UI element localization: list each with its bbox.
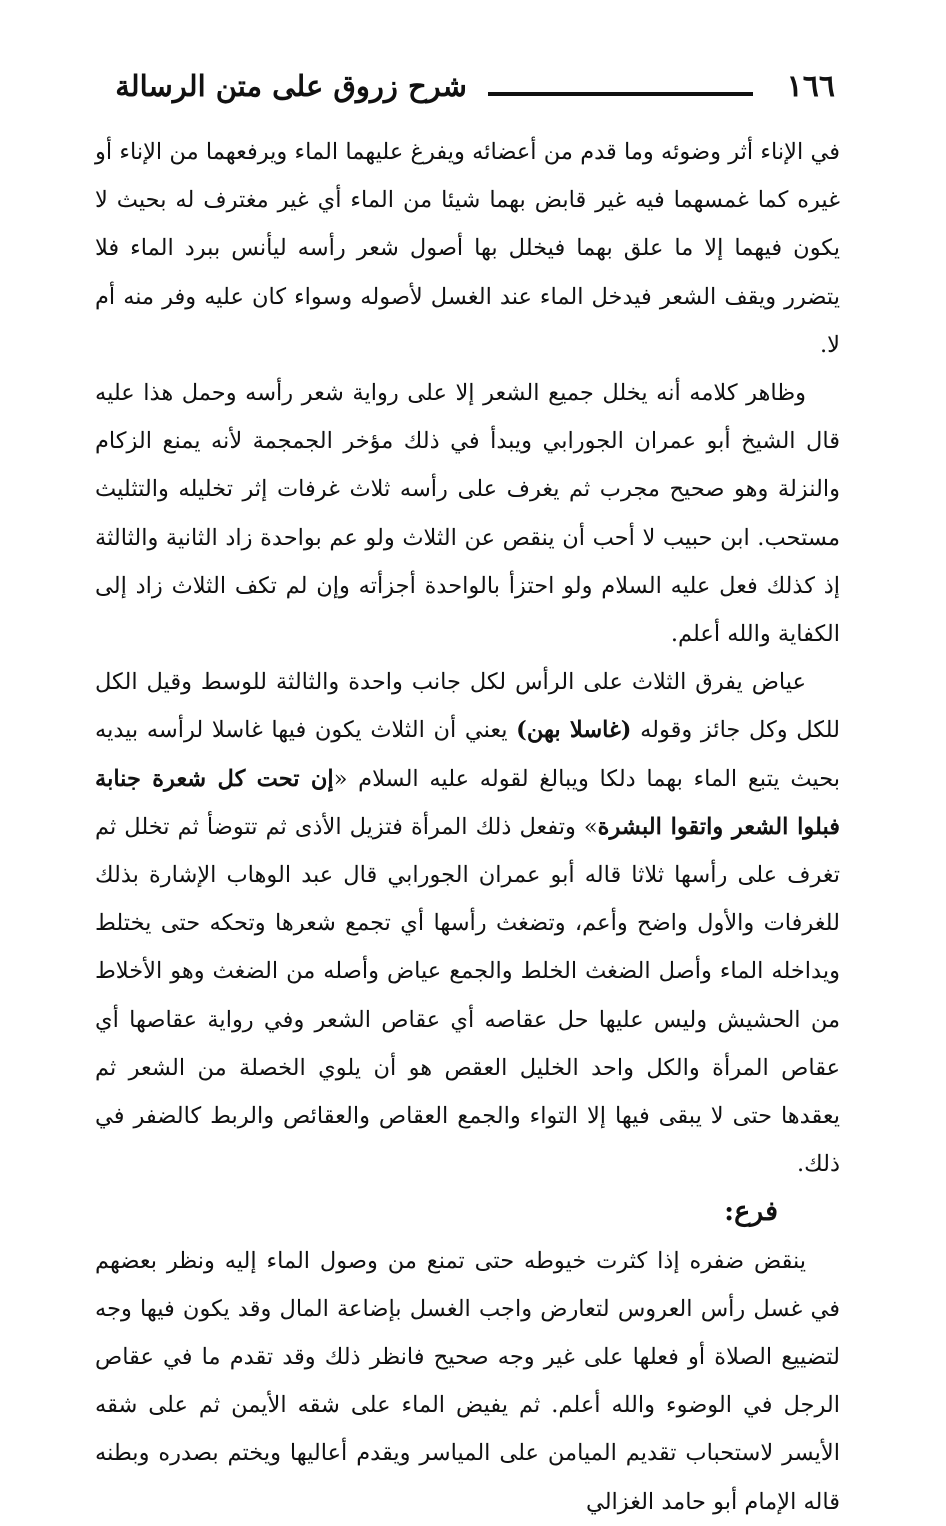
paragraph-3-text-c: » وتفعل ذلك المرأة فتزيل الأذى ثم تتوضأ ثم تخلل ثم تغرف على رأسها ثلاثا قاله أبو عمران الجورابي قال عبد الوهاب الإشارة بذلك للغرفات والأول واضح وأعم، وتضغث رأسها أي تجمع شعرها وتحكه حتى يختلط ويداخله الماء وأصل الضغث الخلط والجمع عياض وأصله من الضغث وهو الأخلاط من الحشيش وليس عليها حل عقاصه أي عقاص الشعر وفي رواية عقاصها أي عقاص المرأة والكل واحد الخليل العقص هو أن يلوي الخصلة من الشعر ثم يعقدها حتى لا يبقى فيها إلا التواء والجمع العقاص والعقائص والربط كالضفر في ذلك. [95,813,840,1178]
paragraph-3-text-b: يعني أن الثلاث يكون فيها غاسلا لرأسه بيديه بحيث يتبع الماء بهما دلكا ويبالغ لقوله عليه السلام « [95,717,841,792]
paragraph-1: في الإناء أثر وضوئه وما قدم من أعضائه ويفرغ عليهما الماء ويرفعهما من الإناء أو غيره كما غمسهما فيه غير قابض بهما شيئا من الماء أي غير مغترف له بحيث لا يكون فيهما إلا ما علق بهما فيخلل بها أصول شعر رأسه ليأنس ببرد الماء فلا يتضرر ويقف الشعر فيدخل الماء عند الغسل لأصوله وسواء كان عليه وفر منه أم لا. [95,139,840,358]
page-body [95,128,840,1526]
paragraph-3-text-a: عياض يفرق الثلاث على الرأس لكل جانب واحدة والثالثة للوسط وقيل الكل للكل وكل جائز وقوله [95,669,840,744]
paragraph-2: وظاهر كلامه أنه يخلل جميع الشعر إلا على رواية شعر رأسه وحمل هذا عليه قال الشيخ أبو عمران الجورابي ويبدأ في ذلك مؤخر الجمجمة لأنه يمنع الزكام والنزلة وهو صحيح مجرب ثم يغرف على رأسه ثلاث غرفات إثر تخليله والتثليث مستحب. ابن حبيب لا أحب أن ينقص عن الثلاث ولو عم بواحدة زاد الثانية والثالثة إذ كذلك فعل عليه السلام ولو احتزأ بالواحدة أجزأته وإن لم تكف الثلاث زاد إلى الكفاية والله أعلم. [95,380,840,648]
header-rule [488,92,753,96]
section-subheading: فرع: [724,1196,778,1228]
running-title: شرح زروق على متن الرسالة [115,69,467,103]
paragraph-4: ينقض ضفره إذا كثرت خيوطه حتى تمنع من وصول الماء إليه ونظر بعضهم في غسل رأس العروس لتعارض واجب الغسل بإضاعة المال وقد يكون فيها وجه لتضييع الصلاة أو فعلها على غير وجه صحيح فانظر ذلك وقد تقدم ما في عقاص الرجل في الوضوء والله أعلم. ثم يفيض الماء على شقه الأيمن ثم على شقه الأيسر لاستحباب تقديم الميامن على المياسر ويقدم أعاليها ويختم بصدره وبطنه قاله الإمام أبو حامد الغزالي [95,1247,840,1515]
page-number: ١٦٦ [786,69,835,104]
paragraph-3 [95,658,840,1188]
quoted-phrase: (غاسلا بهن) [516,717,632,744]
page-header [95,62,845,112]
hadith-quote: إن تحت كل شعرة جنابة فبلوا الشعر واتقوا البشرة [95,765,840,840]
